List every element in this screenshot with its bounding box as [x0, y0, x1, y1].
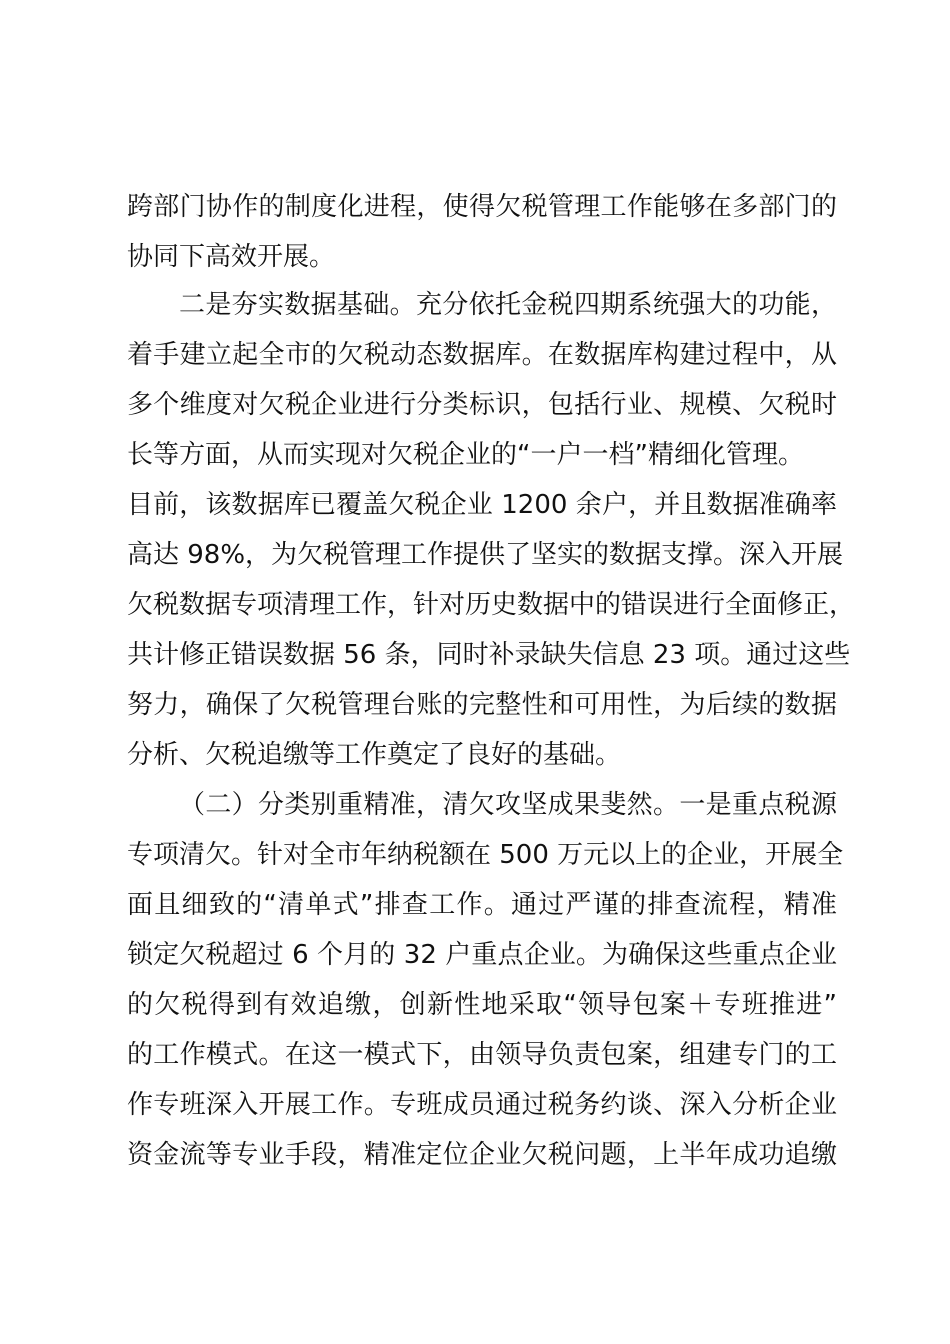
paragraph-first-line: 二是夯实数据基础。充分依托金税四期系统强大的功能， [179, 290, 837, 320]
paragraph-first-line: （二）分类别重精准，清欠攻坚成果斐然。一是重点税源 [179, 790, 837, 820]
text-line: 面且细致的“清单式”排查工作。通过严谨的排查流程，精准 [127, 890, 837, 920]
text-line: 共计修正错误数据 56 条，同时补录缺失信息 23 项。通过这些 [127, 640, 851, 670]
text-line: 欠税数据专项清理工作，针对历史数据中的错误进行全面修正， [127, 590, 856, 620]
text-line: 锁定欠税超过 6 个月的 32 户重点企业。为确保这些重点企业 [127, 940, 837, 970]
text-line: 的欠税得到有效追缴，创新性地采取“领导包案＋专班推进” [127, 990, 837, 1020]
text-line: 高达 98%，为欠税管理工作提供了坚实的数据支撑。深入开展 [127, 540, 844, 570]
text-line: 资金流等专业手段，精准定位企业欠税问题，上半年成功追缴 [127, 1140, 837, 1170]
text-line: 长等方面，从而实现对欠税企业的“一户一档”精细化管理。 [127, 440, 804, 470]
text-line: 目前，该数据库已覆盖欠税企业 1200 余户，并且数据准确率 [127, 490, 837, 520]
text-line: 协同下高效开展。 [127, 242, 336, 272]
text-line: 作专班深入开展工作。专班成员通过税务约谈、深入分析企业 [127, 1090, 837, 1120]
text-line: 多个维度对欠税企业进行分类标识，包括行业、规模、欠税时 [127, 390, 837, 420]
text-line: 分析、欠税追缴等工作奠定了良好的基础。 [127, 740, 622, 770]
text-line: 着手建立起全市的欠税动态数据库。在数据库构建过程中，从 [127, 340, 837, 370]
text-line: 跨部门协作的制度化进程，使得欠税管理工作能够在多部门的 [127, 192, 837, 222]
text-line: 努力，确保了欠税管理台账的完整性和可用性，为后续的数据 [127, 690, 837, 720]
text-line: 的工作模式。在这一模式下，由领导负责包案，组建专门的工 [127, 1040, 837, 1070]
text-line: 专项清欠。针对全市年纳税额在 500 万元以上的企业，开展全 [127, 840, 844, 870]
